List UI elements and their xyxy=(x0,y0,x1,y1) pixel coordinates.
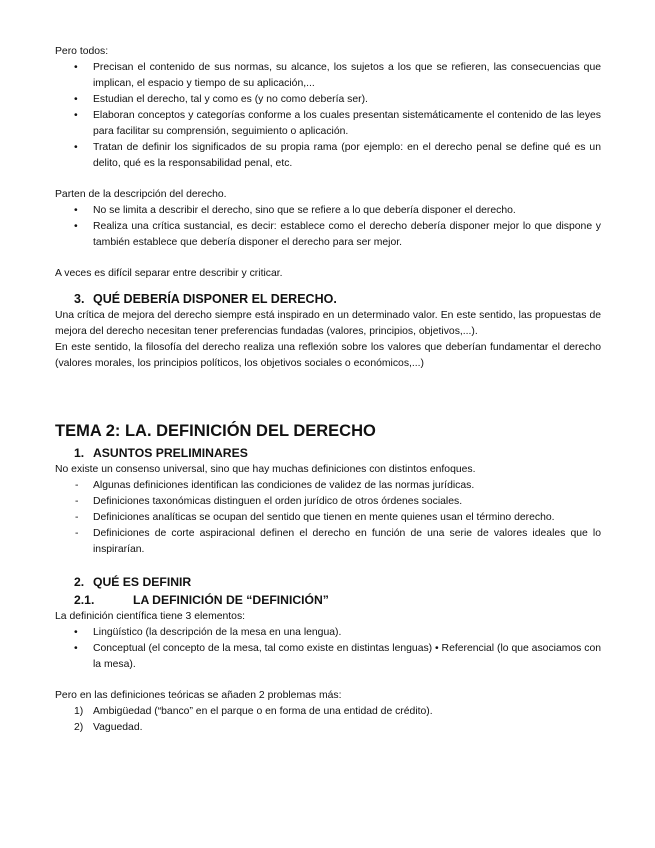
section-number: 2.1. xyxy=(74,593,95,607)
bullet-list-critica xyxy=(55,203,601,251)
document-page xyxy=(55,44,601,736)
list-item: • Tratan de definir los significados de su propia rama (por ejemplo: en el derecho penal se define qué es un delito, qué es la responsabilidad penal, etc. xyxy=(55,140,601,172)
section-1-heading xyxy=(55,444,601,462)
a-veces-text: A veces es difícil separar entre describir y criticar. xyxy=(55,268,283,279)
cientifica-text: La definición científica tiene 3 elementos: xyxy=(55,611,246,622)
intro-text: Pero todos: xyxy=(55,46,109,57)
list-item: • Elaboran conceptos y categorías conforme a los cuales presentan sistemáticamente el contenido de las leyes para facilitar su comprensión, seguimiento o aplicación. xyxy=(55,108,601,140)
list-item: • Precisan el contenido de sus normas, su alcance, los sujetos a los que se refieren, las consecuencias que implican, el espacio y tiempo de su aplicación,... xyxy=(55,60,601,92)
numbered-list-problemas xyxy=(55,704,601,736)
teoricas-text: Pero en las definiciones teóricas se añaden 2 problemas más: xyxy=(55,690,342,701)
section-title: LA DEFINICIÓN DE “DEFINICIÓN” xyxy=(133,593,329,607)
list-number: 2) xyxy=(74,722,84,733)
parten-text: Parten de la descripción del derecho. xyxy=(55,189,227,200)
list-item: • No se limita a describir el derecho, sino que se refiere a lo que debería disponer el derecho. xyxy=(55,203,601,219)
list-text: Vaguedad. xyxy=(93,722,143,733)
list-item: • Estudian el derecho, tal y como es (y no como debería ser). xyxy=(55,92,601,108)
list-item xyxy=(55,720,601,736)
list-item: - Definiciones de corte aspiracional definen el derecho en función de una serie de valores ideales que lo inspirarían. xyxy=(55,526,601,558)
section-title: ASUNTOS PRELIMINARES xyxy=(93,446,248,460)
consenso-text: No existe un consenso universal, sino que hay muchas definiciones con distintos enfoques. xyxy=(55,464,476,475)
list-item: - Definiciones analíticas se ocupan del sentido que tienen en mente quienes usan el término derecho. xyxy=(55,510,601,526)
list-number: 1) xyxy=(74,706,84,717)
list-item: • Lingüístico (la descripción de la mesa en una lengua). xyxy=(55,625,601,641)
section-number: 3. xyxy=(74,292,85,306)
dash-list-definiciones xyxy=(55,478,601,558)
section-2-1-heading xyxy=(55,591,601,609)
tema-2-title: TEMA 2: LA. DEFINICIÓN DEL DERECHO xyxy=(55,422,376,440)
section-number: 2. xyxy=(74,575,85,589)
list-item: • Conceptual (el concepto de la mesa, tal como existe en distintas lenguas) • Referencial (lo que asociamos con la mesa). xyxy=(55,641,601,673)
bullet-list-elementos xyxy=(55,625,601,673)
section-2-heading xyxy=(55,573,601,591)
list-text: Ambigüedad (“banco” en el parque o en forma de una entidad de crédito). xyxy=(93,706,433,717)
section-title: QUÉ DEBERÍA DISPONER EL DERECHO. xyxy=(93,292,337,306)
section-number: 1. xyxy=(74,446,85,460)
list-item: - Definiciones taxonómicas distinguen el orden jurídico de otros órdenes sociales. xyxy=(55,494,601,510)
list-item: • Realiza una crítica sustancial, es decir: establece como el derecho debería disponer mejor lo que dispone y también establece que debería disponer el derecho para ser mejor. xyxy=(55,219,601,251)
section-3-heading xyxy=(55,290,601,308)
list-item: - Algunas definiciones identifican las condiciones de validez de las normas jurídicas. xyxy=(55,478,601,494)
list-item xyxy=(55,704,601,720)
bullet-list-todos xyxy=(55,60,601,172)
filosofia-paragraph: En este sentido, la filosofía del derecho realiza una reflexión sobre los valores que deberían fundamentar el derecho (valores morales, los principios políticos, los objetivos sociales o económicos,...) xyxy=(55,342,601,369)
critica-paragraph: Una crítica de mejora del derecho siempre está inspirado en un determinado valor. En este sentido, las propuestas de mejora del derecho necesitan tener preferencias fundadas (valores, principios, objetivos,...). xyxy=(55,310,601,337)
section-title: QUÉ ES DEFINIR xyxy=(93,575,192,589)
